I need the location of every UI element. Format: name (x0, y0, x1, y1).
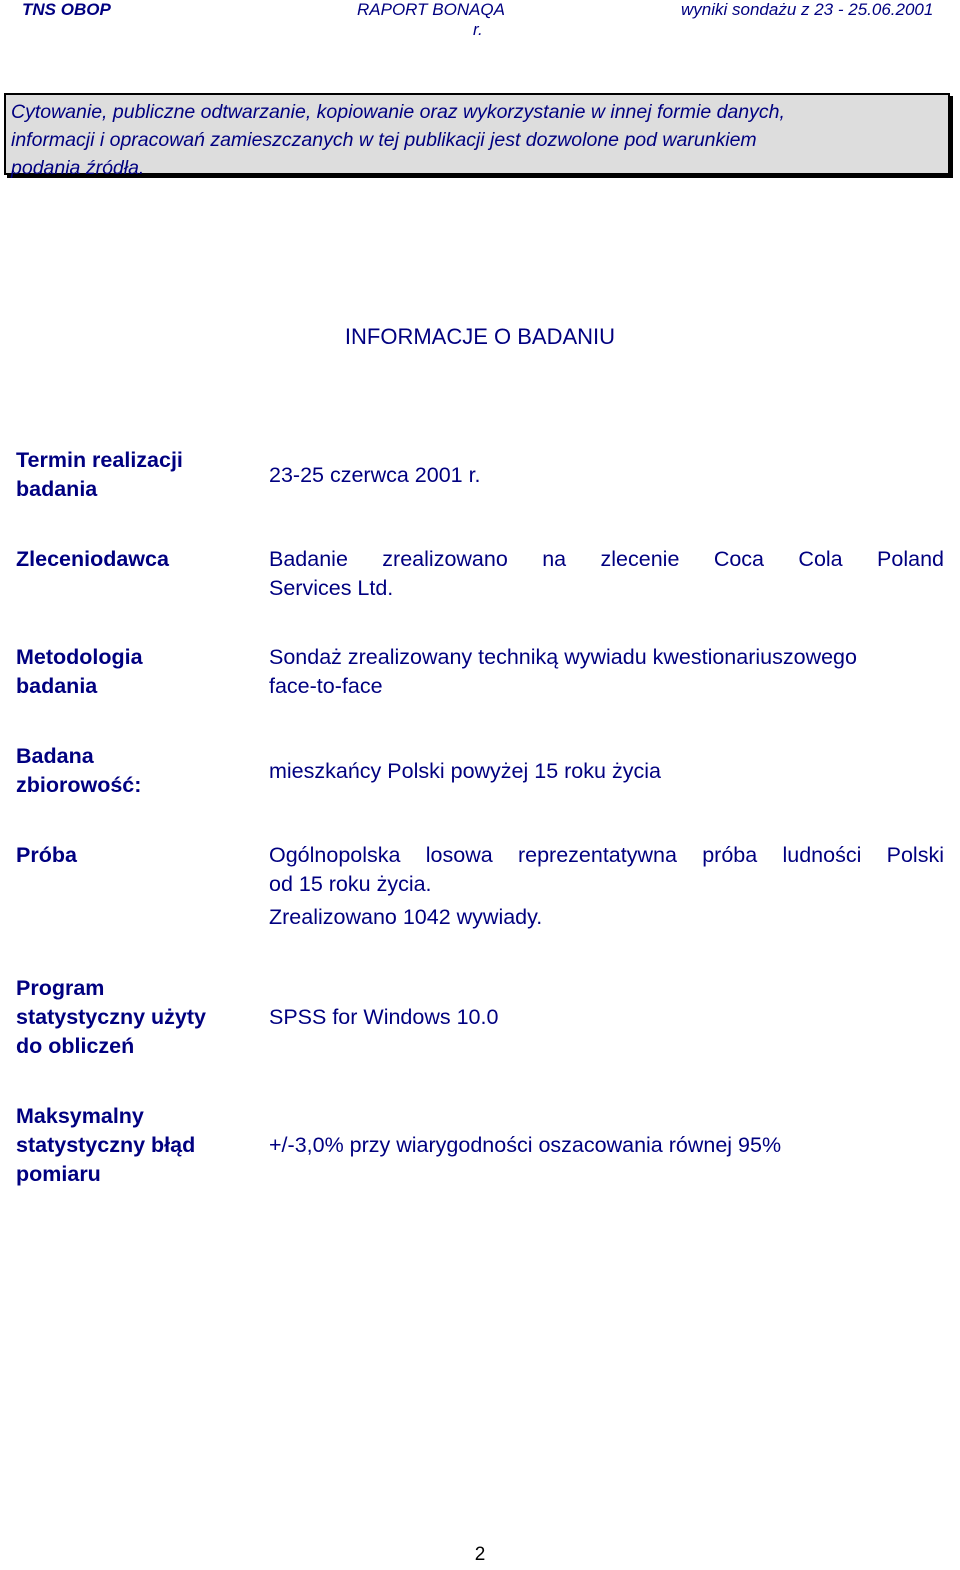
info-label (16, 545, 246, 574)
info-value-line: 23-25 czerwca 2001 r. (269, 463, 481, 487)
info-label (16, 1102, 246, 1189)
info-label (16, 974, 246, 1061)
header-report-title (357, 0, 597, 39)
header-report-title-line2: r. (473, 20, 483, 39)
info-label (16, 841, 246, 870)
info-value-line: Ogólnopolska losowa reprezentatywna próba ludności Polski (269, 843, 944, 867)
info-value-line: +/-3,0% przy wiarygodności oszacowania równej 95% (269, 1133, 782, 1157)
info-label-line: statystyczny użyty (16, 1005, 206, 1029)
info-value (269, 757, 944, 786)
info-label-line: statystyczny błąd (16, 1133, 196, 1157)
header-report-title-line1: RAPORT BONAQA (357, 0, 505, 19)
info-label-line: pomiaru (16, 1162, 101, 1186)
info-value (269, 1003, 944, 1032)
info-value-line: SPSS for Windows 10.0 (269, 1005, 499, 1029)
info-label-line: Termin realizacji (16, 448, 183, 472)
page-number: 2 (474, 1544, 486, 1565)
info-value-line: Badanie zrealizowano na zlecenie Coca Cola Poland (269, 547, 944, 571)
info-label-line: zbiorowość: (16, 773, 142, 797)
page-header (0, 0, 960, 44)
info-value (269, 841, 944, 932)
info-label-line: Maksymalny (16, 1104, 144, 1128)
info-value (269, 545, 944, 603)
info-value-line: Zrealizowano 1042 wywiady. (269, 905, 543, 929)
info-label (16, 643, 246, 701)
info-label-line: badania (16, 674, 98, 698)
notice-line-2: informacji i opracowań zamieszczanych w tej publikacji jest dozwolone pod warunkiem (11, 129, 757, 151)
info-value (269, 1131, 944, 1160)
info-value-line: face-to-face (269, 674, 383, 698)
info-value-line: Sondaż zrealizowany techniką wywiadu kwestionariuszowego (269, 645, 857, 669)
info-label-line: Zleceniodawca (16, 547, 169, 571)
info-label (16, 446, 246, 504)
info-label-line: Metodologia (16, 645, 143, 669)
header-company: TNS OBOP (22, 0, 111, 19)
info-label-line: Próba (16, 843, 77, 867)
info-label (16, 742, 246, 800)
info-label-line: do obliczeń (16, 1034, 135, 1058)
info-label-line: badania (16, 477, 98, 501)
info-value-line: mieszkańcy Polski powyżej 15 roku życia (269, 759, 661, 783)
info-value (269, 643, 944, 701)
notice-line-1: Cytowanie, publiczne odtwarzanie, kopiowanie oraz wykorzystanie w innej formie danych, (11, 101, 785, 123)
info-value-line: od 15 roku życia. (269, 872, 432, 896)
notice-line-3: podania źródła. (11, 157, 145, 179)
section-title: INFORMACJE O BADANIU (344, 324, 616, 349)
info-value-line: Services Ltd. (269, 576, 394, 600)
info-label-line: Program (16, 976, 105, 1000)
header-survey-dates: wyniki sondażu z 23 - 25.06.2001 (681, 0, 934, 19)
info-value (269, 461, 944, 490)
info-label-line: Badana (16, 744, 94, 768)
copyright-notice (4, 93, 950, 179)
